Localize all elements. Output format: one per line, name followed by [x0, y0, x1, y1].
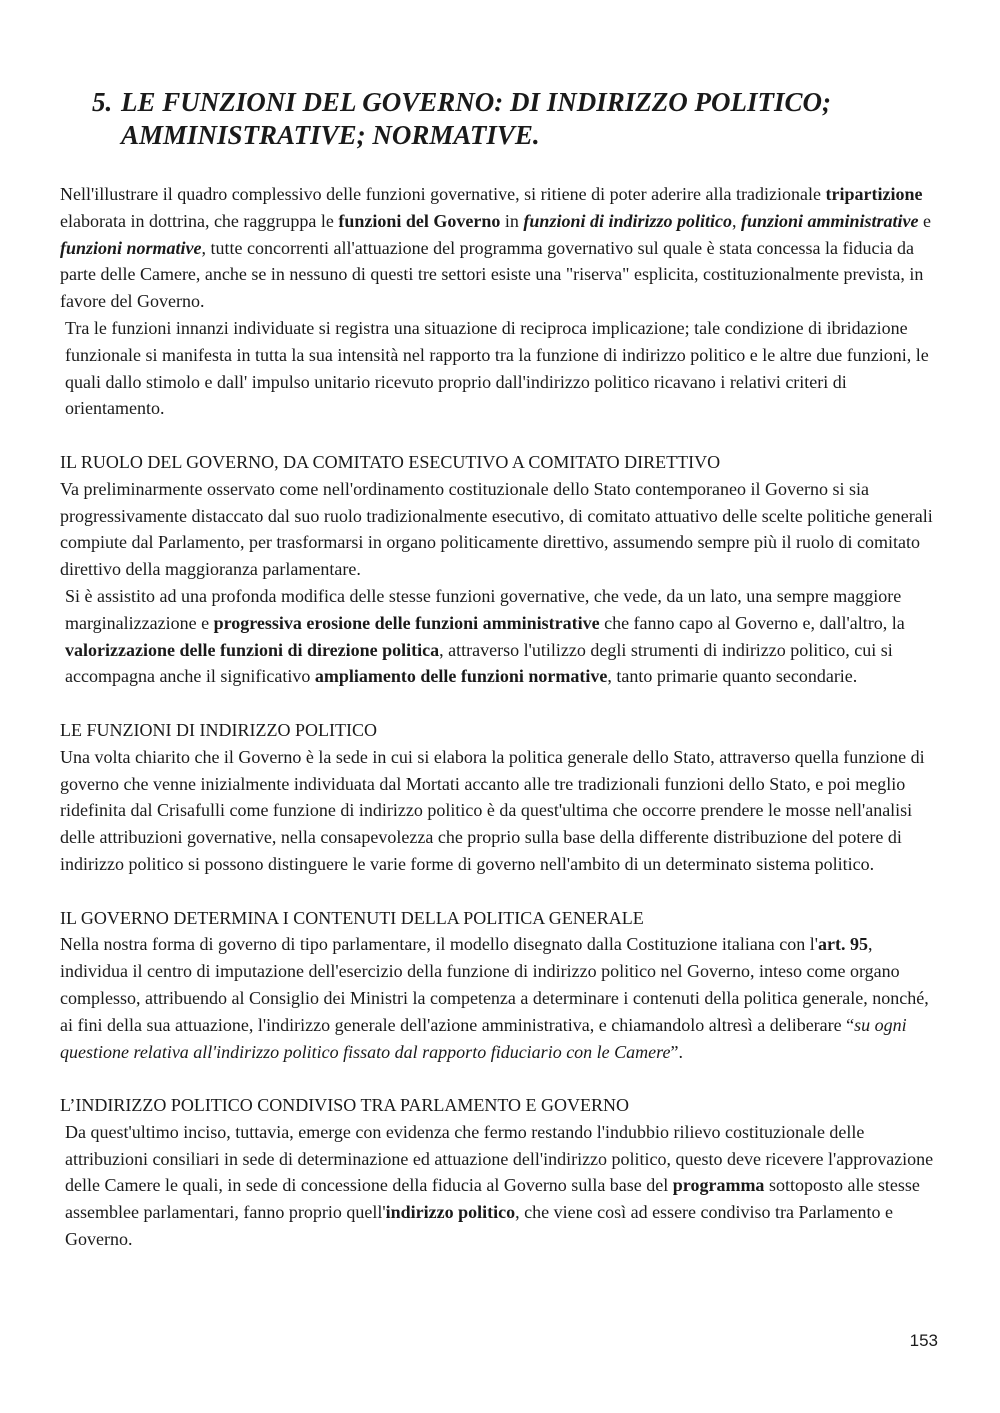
- text-run: in: [500, 210, 524, 231]
- text-run: Si è assistito ad una profonda modifica delle stesse funzioni governative, che vede, da un lato, una sempre maggiore marginalizzazione e: [65, 585, 902, 633]
- paragraph-gap: [60, 690, 944, 717]
- paragraph-implication: Tra le funzioni innanzi individuate si registra una situazione di reciproca implicazione; tale condizione di ibridazione funzionale si manifesta in tutta la sua intensità nel rapporto tra la funzione di indirizzo politico e le altre due funzioni, le quali dallo stimolo e dall' impulso unitario ricevuto proprio dall'indirizzo politico ricavano i relativi criteri di orientamento.: [65, 317, 929, 419]
- text-run: ,: [731, 210, 741, 231]
- text-run: Nella nostra forma di governo di tipo parlamentare, il modello disegnato dalla Costituzione italiana con l': [60, 934, 819, 955]
- text-run: , che viene così ad essere condiviso tra Parlamento e Governo.: [65, 1202, 893, 1250]
- section-heading-condiviso: L’INDIRIZZO POLITICO CONDIVISO TRA PARLAMENTO E GOVERNO: [60, 1095, 630, 1116]
- chapter-title: [92, 86, 952, 152]
- section-heading-funzioni: LE FUNZIONI DI INDIRIZZO POLITICO: [60, 719, 377, 740]
- bold-term: indirizzo politico: [385, 1202, 516, 1223]
- text-run: Nell'illustrare il quadro complessivo delle funzioni governative, si ritiene di poter aderire alla tradizionale: [60, 184, 826, 204]
- text-run: e: [918, 210, 932, 231]
- document-body: [60, 181, 944, 1253]
- section-heading-contenuti: IL GOVERNO DETERMINA I CONTENUTI DELLA POLITICA GENERALE: [60, 907, 644, 928]
- bold-term: art. 95: [818, 934, 869, 955]
- bold-term: ampliamento delle funzioni normative: [314, 666, 608, 687]
- text-run: che fanno capo al Governo e, dall'altro, la: [599, 612, 905, 633]
- paragraph-modifica: [60, 583, 944, 690]
- page-number: 153: [909, 1331, 938, 1350]
- paragraph-intro: [60, 181, 944, 315]
- bold-term: progressiva erosione delle funzioni amministrative: [213, 612, 600, 633]
- text-run: ”.: [670, 1041, 683, 1062]
- italic-quote: su ogni questione relativa all'indirizzo politico fissato dal rapporto fiduciario con le Camere: [60, 1014, 907, 1062]
- text-run: , attraverso l'utilizzo degli strumenti di indirizzo politico, cui si accompagna anche il significativo: [65, 639, 893, 687]
- chapter-title-line-1: LE FUNZIONI DEL GOVERNO: DI INDIRIZZO POLITICO;: [121, 87, 832, 117]
- text-run: , individua il centro di imputazione dell'esercizio della funzione di indirizzo politico nel Governo, inteso come organo complesso, attribuendo al Consiglio dei Ministri la competenza a determinare i contenuti della politica generale, nonché, ai fini della sua attuazione, l'indirizzo generale dell'azione amministrativa, e chiamandolo altresì a deliberare “: [60, 934, 929, 1035]
- bold-term: valorizzazione delle funzioni di direzione politica: [65, 639, 440, 660]
- text-run: elaborata in dottrina, che raggruppa le: [60, 210, 339, 231]
- text-run: sottoposto alle stesse assemblee parlamentari, fanno proprio quell': [65, 1175, 920, 1223]
- bold-term: programma: [672, 1175, 765, 1196]
- bold-term: tripartizione: [825, 184, 923, 204]
- bold-italic-term: funzioni amministrative: [740, 210, 919, 231]
- paragraph-gap: [60, 1065, 944, 1092]
- bold-italic-term: funzioni di indirizzo politico: [523, 210, 732, 231]
- text-run: , tanto primarie quanto secondarie.: [607, 666, 858, 687]
- section-heading-ruolo: IL RUOLO DEL GOVERNO, DA COMITATO ESECUTIVO A COMITATO DIRETTIVO: [60, 451, 721, 472]
- bold-term: funzioni del Governo: [338, 210, 501, 231]
- text-run: Da quest'ultimo inciso, tuttavia, emerge con evidenza che fermo restando l'indubbio rilievo costituzionale delle attribuzioni consiliari in sede di determinazione ed attuazione dell'indirizzo politico, questo deve ricevere l'approvazione delle Camere le quali, in sede di concessione della fiducia al Governo sulla base del: [65, 1121, 934, 1196]
- chapter-number: 5.: [92, 87, 113, 117]
- paragraph-contenuti: [60, 931, 944, 1065]
- paragraph-funzioni: Una volta chiarito che il Governo è la sede in cui si elabora la politica generale dello Stato, attraverso quella funzione di governo che venne inizialmente individuata dal Mortati accanto alle tre tradizionali funzioni dello Stato, e poi meglio ridefinita dal Crisafulli come funzione di indirizzo politico è da quest'ultima che occorre prendere le mosse nell'analisi delle attribuzioni governative, nella consapevolezza che proprio sulla base della differente distribuzione del potere di indirizzo politico si possono distinguere le varie forme di governo nell'ambito di un determinato sistema politico.: [60, 746, 925, 874]
- paragraph-condiviso: [60, 1119, 944, 1253]
- chapter-title-line-2: AMMINISTRATIVE; NORMATIVE.: [121, 120, 540, 150]
- paragraph-gap: [60, 878, 944, 905]
- paragraph-ruolo: Va preliminarmente osservato come nell'ordinamento costituzionale dello Stato contemporaneo il Governo si sia progressivamente distaccato dal suo ruolo tradizionalmente esecutivo, di comitato attuativo delle scelte politiche generali compiute dal Parlamento, per trasformarsi in organo politicamente direttivo, assumendo sempre più il ruolo di comitato direttivo della maggioranza parlamentare.: [60, 478, 933, 580]
- paragraph-gap: [60, 422, 944, 449]
- text-run: , tutte concorrenti all'attuazione del programma governativo sul quale è stata concessa la fiducia da parte delle Camere, anche se in nessuno di questi tre settori esiste una "riserva" esplicita, costituzionalmente prevista, in favore del Governo.: [60, 237, 924, 312]
- bold-italic-term: funzioni normative: [60, 237, 202, 258]
